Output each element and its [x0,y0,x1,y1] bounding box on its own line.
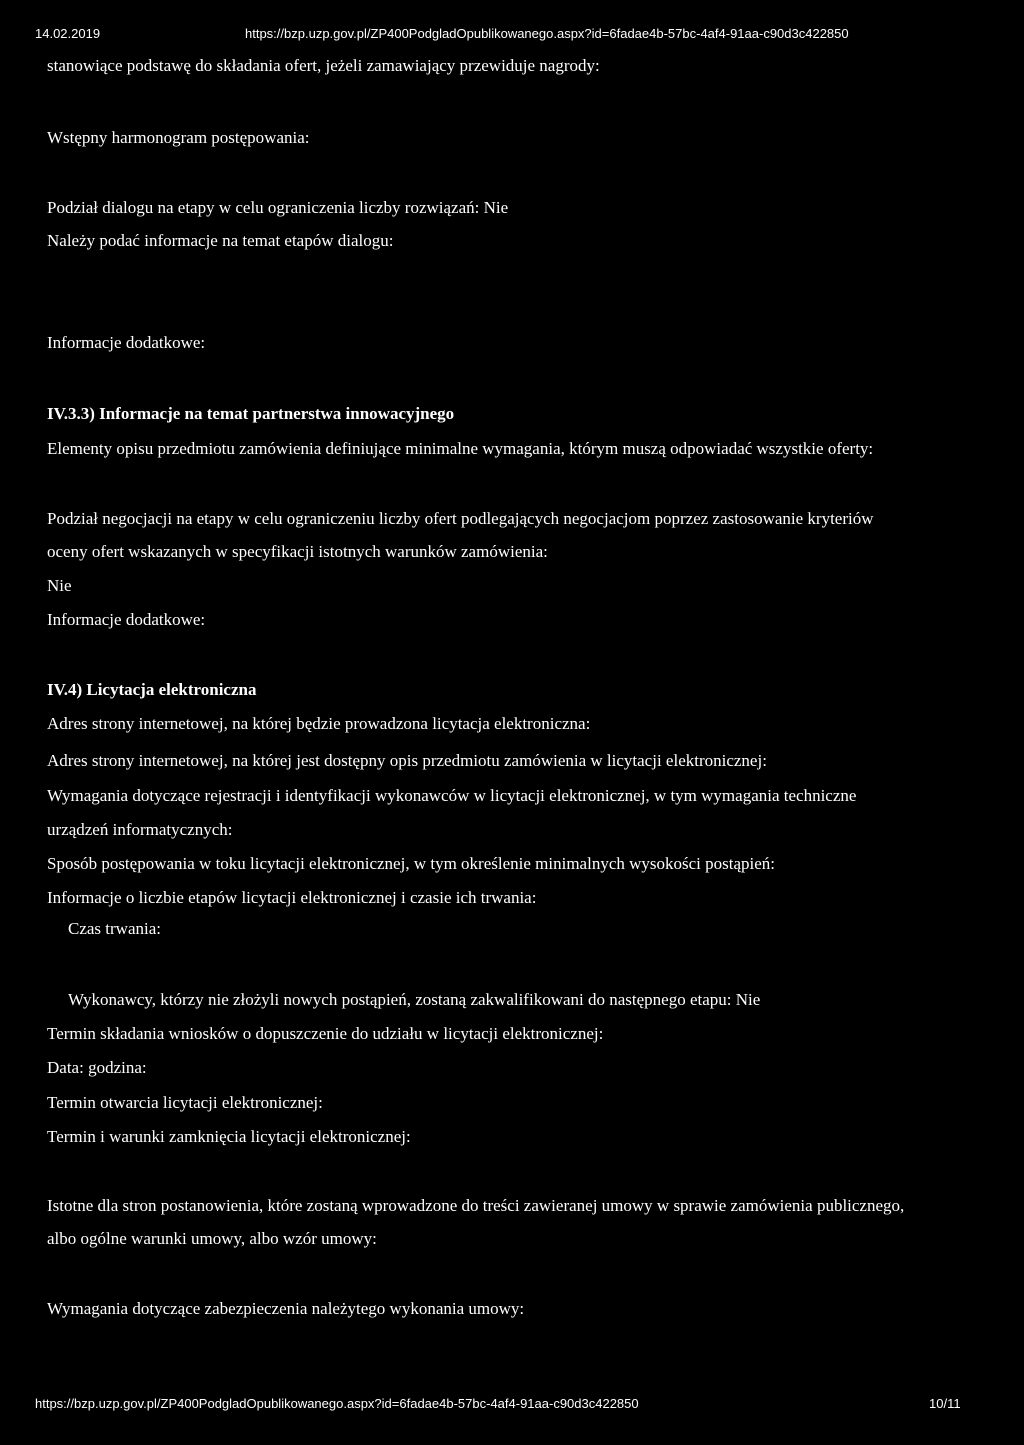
text-line-it-devices: urządzeń informatycznych: [47,820,233,839]
text-line-evaluation-criteria: oceny ofert wskazanych w specyfikacji istotnych warunków zamówienia: [47,542,548,561]
header-url[interactable]: https://bzp.uzp.gov.pl/ZP400PodgladOpublikowanego.aspx?id=6fadae4b-57bc-4af4-91aa-c90d3c422850 [245,26,849,41]
text-line-contract-provisions: Istotne dla stron postanowienia, które zostaną wprowadzone do treści zawieranej umowy w sprawie zamówienia publicznego, [47,1196,905,1215]
text-line-additional-info-1: Informacje dodatkowe: [47,333,206,352]
text-line-auction-stages: Informacje o liczbie etapów licytacji elektronicznej i czasie ich trwania: [47,888,537,907]
text-line-application-deadline: Termin składania wniosków o dopuszczenie do udziału w licytacji elektronicznej: [47,1024,604,1043]
text-line-dialog-stages: Należy podać informacje na temat etapów dialogu: [47,231,394,250]
text-line-description-address: Adres strony internetowej, na której jest dostępny opis przedmiotu zamówienia w licytacji elektronicznej: [47,751,767,770]
text-line-no: Nie [47,576,72,595]
text-line-auction-closing: Termin i warunki zamknięcia licytacji elektronicznej: [47,1127,411,1146]
text-line-auction-address: Adres strony internetowej, na której będzie prowadzona licytacja elektroniczna: [47,714,591,733]
text-line-registration-requirements: Wymagania dotyczące rejestracji i identyfikacji wykonawców w licytacji elektronicznej, w tym wymagania techniczne [47,786,857,805]
text-line-negotiation-split: Podział negocjacji na etapy w celu ograniczeniu liczby ofert podlegających negocjacjom poprzez zastosowanie kryteriów [47,509,874,528]
text-line-date-time: Data: godzina: [47,1058,147,1077]
text-line-schedule: Wstępny harmonogram postępowania: [47,128,310,147]
text-line-prizes: stanowiące podstawę do składania ofert, jeżeli zamawiający przewiduje nagrody: [47,56,600,75]
text-line-duration: Czas trwania: [68,919,161,938]
text-line-min-requirements: Elementy opisu przedmiotu zamówienia definiujące minimalne wymagania, którym muszą odpowiadać wszystkie oferty: [47,439,874,458]
text-line-auction-procedure: Sposób postępowania w toku licytacji elektronicznej, w tym określenie minimalnych wysokości postąpień: [47,854,776,873]
section-heading-iv33: IV.3.3) Informacje na temat partnerstwa innowacyjnego [47,404,455,423]
text-line-performance-security: Wymagania dotyczące zabezpieczenia należytego wykonania umowy: [47,1299,525,1318]
text-line-contract-terms: albo ogólne warunki umowy, albo wzór umowy: [47,1229,377,1248]
footer-url[interactable]: https://bzp.uzp.gov.pl/ZP400PodgladOpublikowanego.aspx?id=6fadae4b-57bc-4af4-91aa-c90d3c422850 [35,1396,639,1411]
text-line-qualification: Wykonawcy, którzy nie złożyli nowych postąpień, zostaną zakwalifikowani do następnego etapu: Nie [68,990,761,1009]
page-number: 10/11 [929,1396,961,1411]
text-line-additional-info-2: Informacje dodatkowe: [47,610,206,629]
text-line-auction-opening: Termin otwarcia licytacji elektronicznej: [47,1093,323,1112]
section-heading-iv4: IV.4) Licytacja elektroniczna [47,680,257,699]
text-line-dialog-split: Podział dialogu na etapy w celu ograniczenia liczby rozwiązań: Nie [47,198,509,217]
header-date: 14.02.2019 [35,26,101,41]
